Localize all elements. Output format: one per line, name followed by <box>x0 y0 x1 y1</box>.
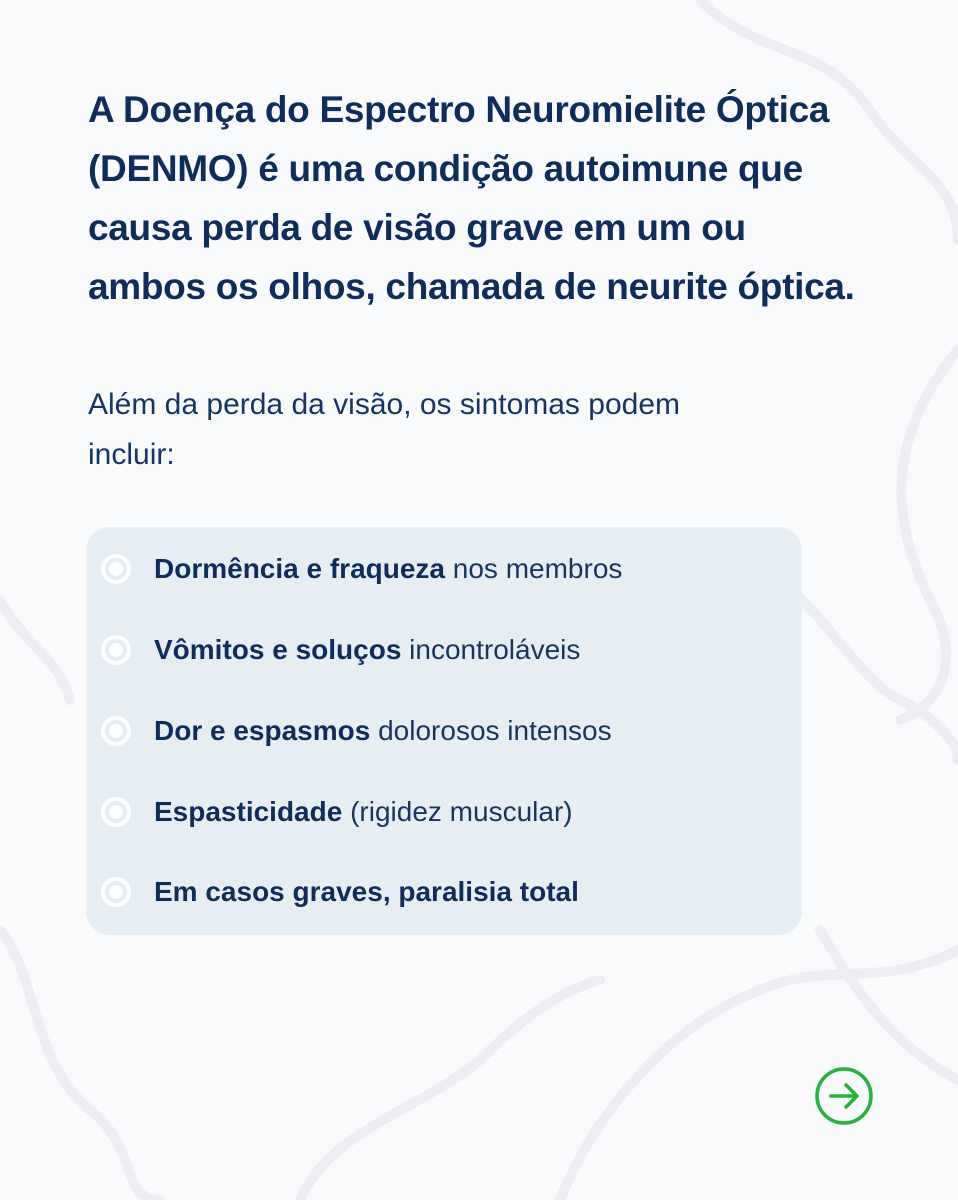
symptom-bold: Dor e espasmos <box>154 715 371 746</box>
radio-circle-icon <box>100 553 132 585</box>
symptom-bold: Em casos graves, paralisia total <box>154 876 579 907</box>
symptom-bold: Vômitos e soluços <box>154 634 402 665</box>
radio-circle-icon <box>100 796 132 828</box>
symptom-rest: (rigidez muscular) <box>342 796 573 827</box>
arrow-right-circle-icon <box>814 1066 874 1126</box>
symptom-item <box>100 630 790 670</box>
symptom-text <box>154 876 579 908</box>
symptom-item <box>100 872 790 912</box>
symptom-item <box>100 792 790 832</box>
radio-circle-icon <box>100 715 132 747</box>
symptom-text <box>154 796 573 828</box>
symptom-bold: Espasticidade <box>154 796 343 827</box>
radio-circle-icon <box>100 634 132 666</box>
symptom-bold: Dormência e fraqueza <box>154 553 445 584</box>
symptoms-card <box>86 527 802 935</box>
headline: A Doença do Espectro Neuromielite Óptica (DENMO) é uma condição autoimune que causa perda de visão grave em um ou ambos os olhos, chamada de neurite óptica. <box>88 89 855 307</box>
next-button[interactable] <box>814 1066 874 1126</box>
symptom-item <box>100 549 790 589</box>
symptom-rest: nos membros <box>445 553 623 584</box>
symptom-text <box>154 634 580 666</box>
symptom-text <box>154 715 612 747</box>
symptom-item <box>100 711 790 751</box>
intro-text: Além da perda da visão, os sintomas podem incluir: <box>88 388 680 471</box>
symptom-text <box>154 553 622 585</box>
symptom-rest: incontroláveis <box>401 634 581 665</box>
radio-circle-icon <box>100 876 132 908</box>
symptom-rest: dolorosos intensos <box>370 715 612 746</box>
